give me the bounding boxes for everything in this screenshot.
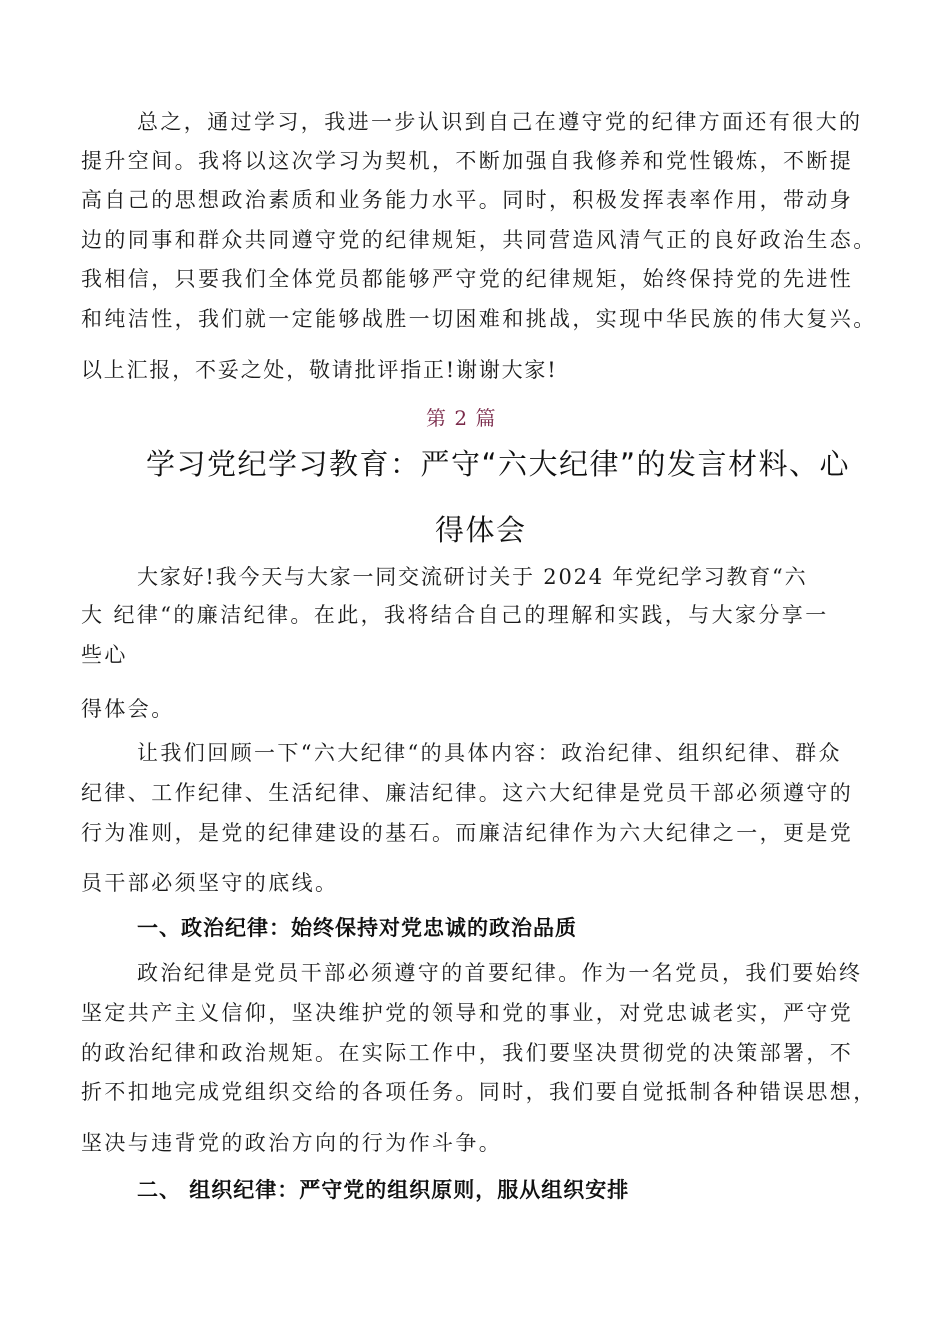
political-line: 坚定共产主义信仰，坚决维护党的领导和党的事业，对党忠诚老实，严守党 — [81, 1001, 854, 1025]
political-line: 的政治纪律和政治规矩。在实际工作中，我们要坚决贯彻党的决策部署，不 — [81, 1041, 854, 1065]
intro-line: 得体会。 — [81, 697, 175, 721]
intro-line: 些心 — [81, 643, 128, 667]
intro-line: 大 纪律“的廉洁纪律。在此，我将结合自己的理解和实践，与大家分享一 — [81, 603, 829, 627]
political-line: 政治纪律是党员干部必须遵守的首要纪律。作为一名党员，我们要始终 — [137, 961, 863, 985]
section-heading-political: 一、政治纪律：始终保持对党忠诚的政治品质 — [137, 916, 577, 940]
article-number-label: 第 2 篇 — [426, 406, 497, 430]
article-title-line2: 得体会 — [435, 513, 527, 547]
review-line: 纪律、工作纪律、生活纪律、廉洁纪律。这六大纪律是党员干部必须遵守的 — [81, 781, 854, 805]
intro-line: 大家好!我今天与大家一同交流研讨关于 2024 年党纪学习教育“六 — [137, 565, 808, 589]
paragraph-line: 边的同事和群众共同遵守党的纪律规矩，共同营造风清气正的良好政治生态。 — [81, 228, 877, 252]
review-line: 让我们回顾一下“六大纪律“的具体内容：政治纪律、组织纪律、群众 — [137, 741, 842, 765]
political-line: 坚决与违背党的政治方向的行为作斗争。 — [81, 1131, 503, 1155]
article-title-line1: 学习党纪学习教育：严守“六大纪律”的发言材料、心 — [146, 447, 851, 481]
political-line: 折不扣地完成党组织交给的各项任务。同时，我们要自觉抵制各种错误思想， — [81, 1080, 877, 1104]
review-line: 行为准则，是党的纪律建设的基石。而廉洁纪律作为六大纪律之一，更是党 — [81, 821, 854, 845]
paragraph-line: 高自己的思想政治素质和业务能力水平。同时，积极发挥表率作用，带动身 — [81, 188, 854, 212]
paragraph-line: 提升空间。我将以这次学习为契机，不断加强自我修养和党性锻炼，不断提 — [81, 149, 854, 173]
review-line: 员干部必须坚守的底线。 — [81, 871, 339, 895]
closing-line: 以上汇报，不妥之处，敬请批评指正!谢谢大家! — [81, 358, 558, 382]
paragraph-line: 我相信，只要我们全体党员都能够严守党的纪律规矩，始终保持党的先进性 — [81, 267, 854, 291]
paragraph-line: 总之，通过学习，我进一步认识到自己在遵守党的纪律方面还有很大的 — [137, 110, 863, 134]
paragraph-line: 和纯洁性，我们就一定能够战胜一切困难和挑战，实现中华民族的伟大复兴。 — [81, 307, 877, 331]
section-heading-organization: 二、 组织纪律：严守党的组织原则，服从组织安排 — [137, 1178, 630, 1202]
